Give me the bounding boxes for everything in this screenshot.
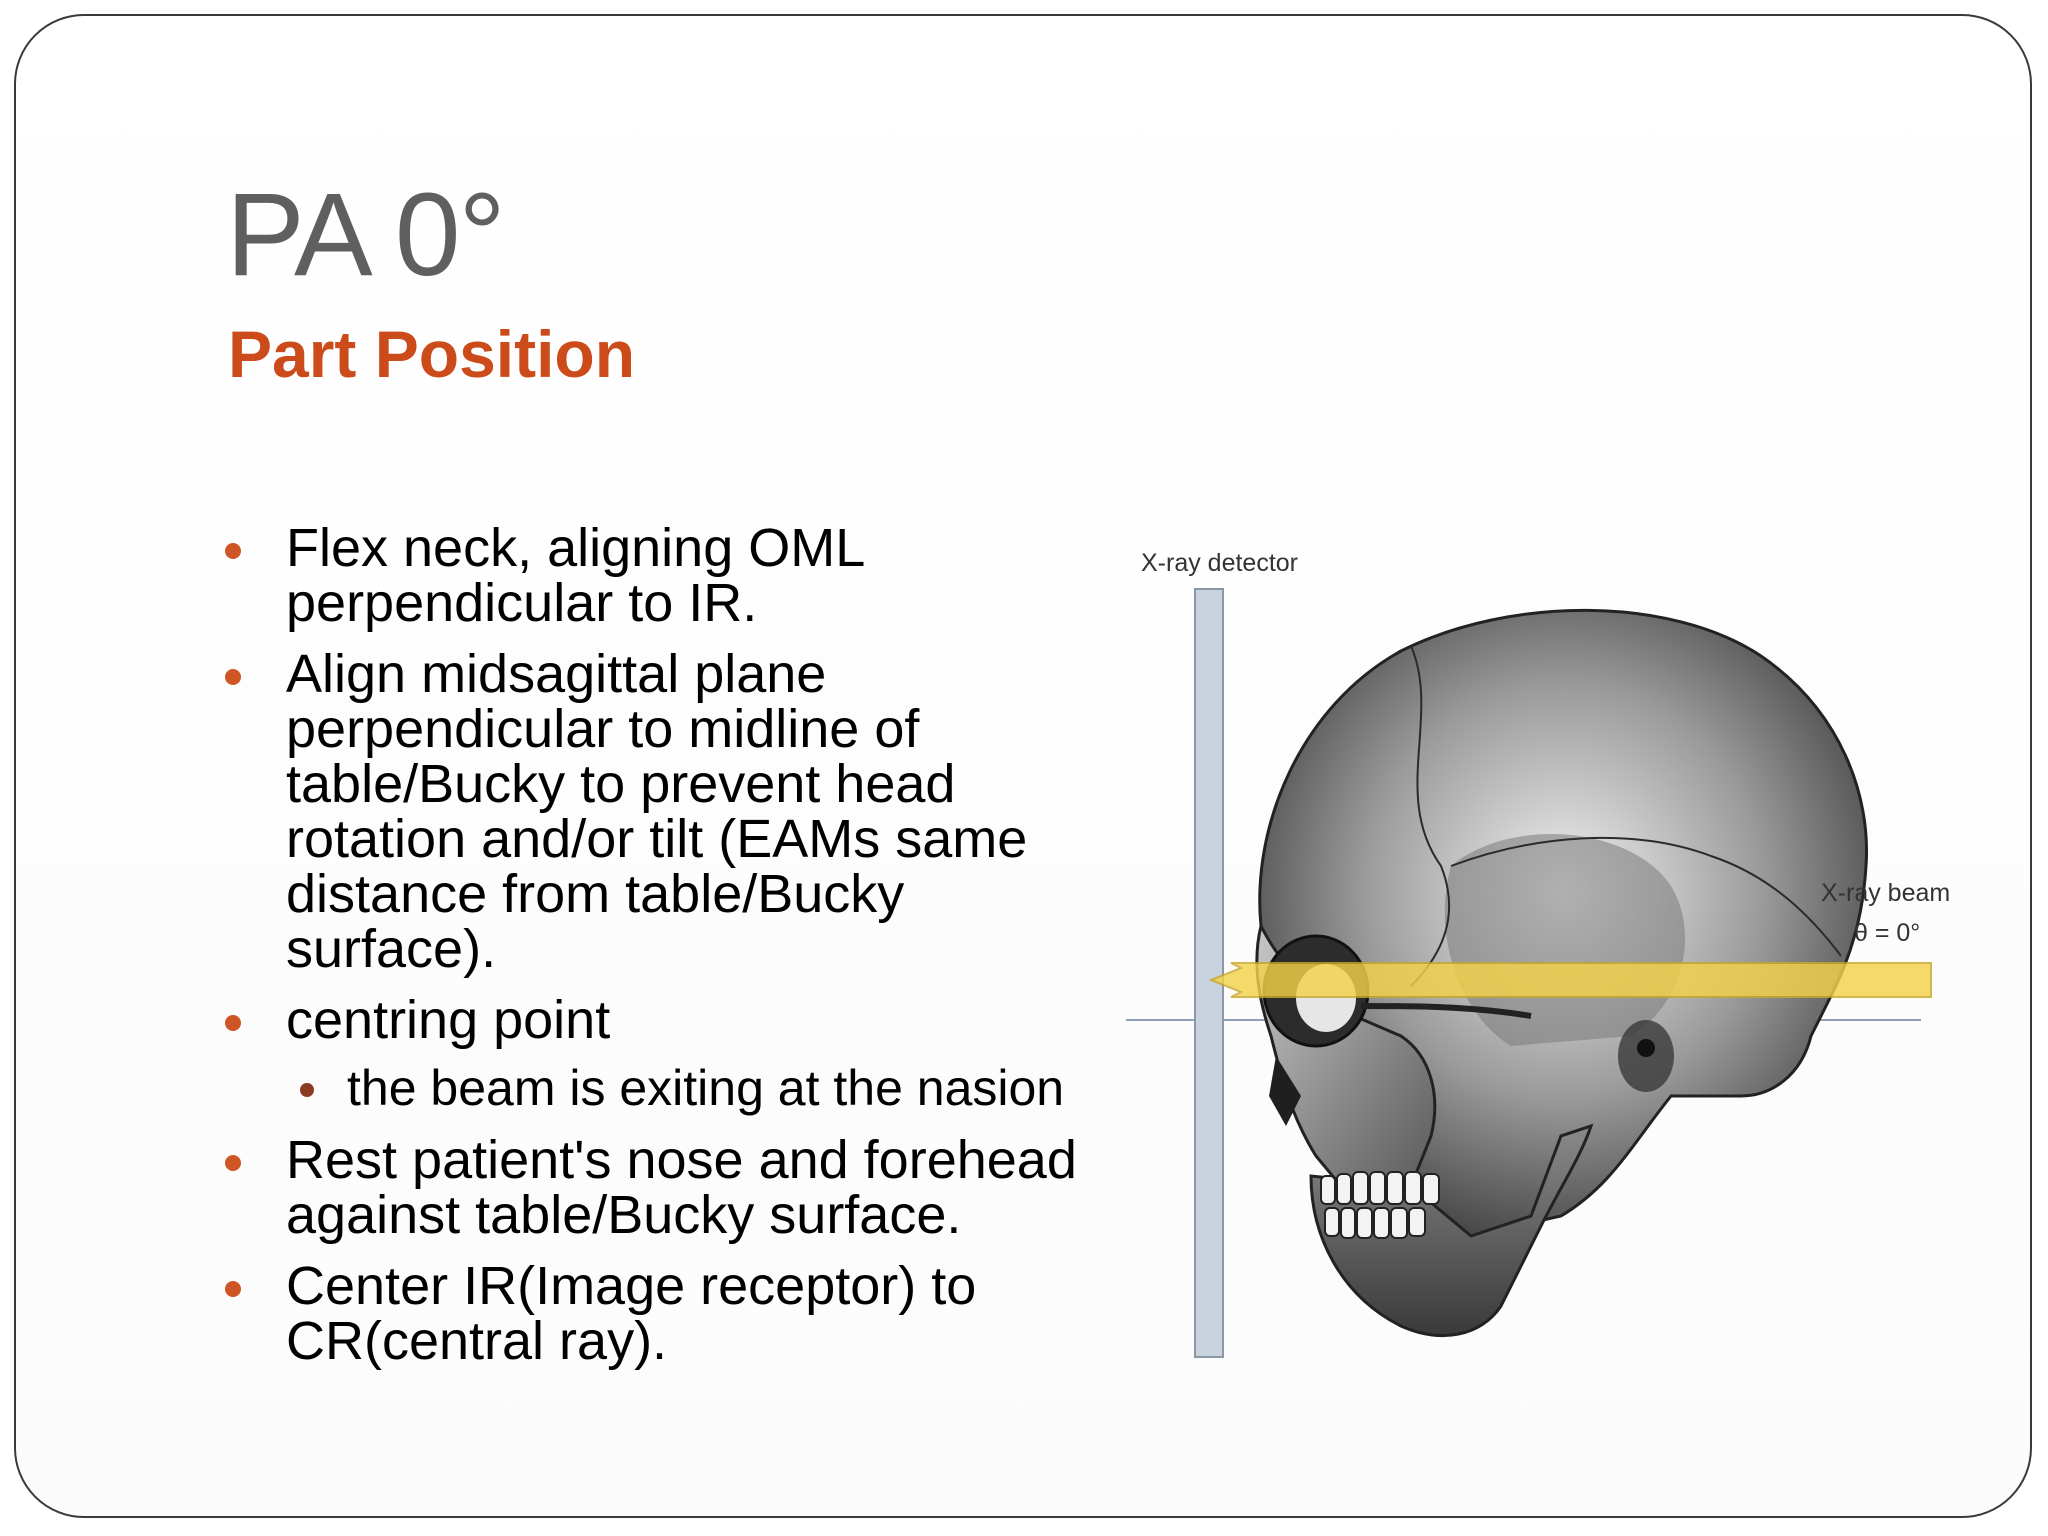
beam-angle-label: θ = 0°	[1854, 919, 1921, 947]
bullet-dot-icon	[225, 1155, 241, 1171]
bullet-text: Flex neck, aligning OML perpendicular to IR.	[286, 518, 864, 633]
bullet-text: Rest patient's nose and forehead against table/Bucky surface.	[286, 1130, 1077, 1245]
beam-label: X-ray beam	[1821, 879, 1951, 907]
detector-label: X-ray detector	[1141, 549, 1299, 577]
sub-bullet-dot-icon	[300, 1083, 314, 1097]
bullet-text: centring point	[286, 990, 611, 1050]
bullet-item	[286, 518, 1086, 633]
bullet-item	[286, 1130, 1086, 1245]
skull-lateral-illustration-icon	[1111, 536, 1981, 1366]
bullet-dot-icon	[225, 1281, 241, 1297]
bullet-list	[286, 518, 1086, 1385]
bullet-item	[286, 990, 1086, 1050]
bullet-dot-icon	[225, 1015, 241, 1031]
bullet-item	[286, 1256, 1086, 1371]
bullet-text: Align midsagittal plane perpendicular to midline of table/Bucky to prevent head rotation and/or tilt (EAMs same distance from table/Bucky surface).	[286, 644, 1028, 979]
slide-subtitle: Part Position	[228, 317, 636, 391]
bullet-dot-icon	[225, 669, 241, 685]
skull-xray-figure	[1111, 536, 1981, 1366]
bullet-text: Center IR(Image receptor) to CR(central ray).	[286, 1256, 977, 1371]
sub-bullet-text: the beam is exiting at the nasion	[347, 1060, 1065, 1116]
sub-bullet-item	[347, 1062, 1086, 1115]
bullet-dot-icon	[225, 543, 241, 559]
bullet-item	[286, 644, 1086, 979]
slide	[14, 14, 2032, 1518]
slide-title: PA 0°	[226, 169, 504, 301]
